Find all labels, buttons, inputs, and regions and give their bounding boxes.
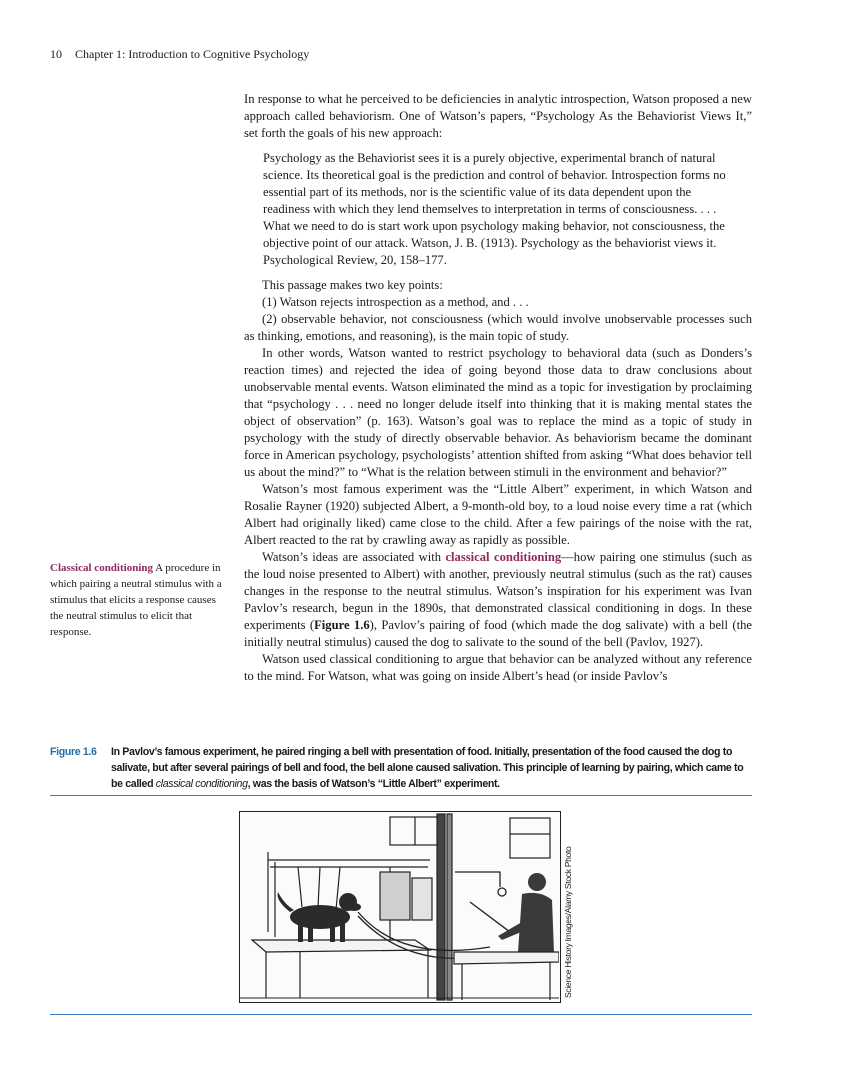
paragraph-2: This passage makes two key points: [262, 278, 443, 292]
p7-start: Watson’s ideas are associated with [262, 550, 446, 564]
caption-part-2: , was the basis of Watson’s “Little Albert” experiment. [247, 778, 500, 790]
caption-part-1: In Pavlov’s famous experiment, he paired ringing a bell with presentation of food. Initially, presentation of the food caused the dog to salivate, but after several pairings of bell and food, the bell alone caused salivation. This principle of learning by pairing, which came to be called [111, 746, 744, 790]
photo-credit: Science History Images/Alamy Stock Photo [563, 846, 573, 998]
figure-label: Figure 1.6 [50, 746, 97, 758]
quote-text: Psychology as the Behaviorist sees it is a purely objective, experimental branch of natural science. Its theoretical goal is the prediction and control of behavior. Introspection forms no essential part of its methods, nor is the scientific value of its data dependent upon the readiness with which they lend themselves to interpretation in terms of consciousness. . . . What we need to do is start work upon psychology making behavior, not consciousness, the objective point of our attack. Watson, J. B. (1913). Psychology as the behaviorist views it. Psychological Review, 20, 158–177. [263, 151, 726, 267]
pavlov-experiment-illustration [239, 811, 561, 1003]
paragraph-5: In other words, Watson wanted to restrict psychology to behavioral data (such as Donders’s reaction times) and rejected the idea of going beyond those data to draw conclusions about unobservable mental events. Watson eliminated the mind as a topic for investigation by proclaiming that “psychology . . . need no longer delude itself into thinking that it is making mental states the object of observation” (p. 163). Watson’s goal was to replace the mind as a topic of study in psychology with the study of directly observable behavior. As behaviorism became the dominant force in American psychology, psychologists’ attention shifted from asking “What does behavior tell us about the mind?” to “What is the relation between stimuli in the environment and behavior?” [244, 346, 752, 479]
marginal-term: Classical conditioning [50, 562, 153, 574]
caption-emphasis: classical conditioning [155, 778, 248, 790]
paragraph-1: In response to what he perceived to be deficiencies in analytic introspection, Watson proposed a new approach called behaviorism. One of Watson’s papers, “Psychology As the Behaviorist Views It,” set forth the goals of his new approach: [244, 92, 752, 140]
caption-text [111, 744, 752, 792]
page-number: 10 [50, 47, 62, 61]
paragraph-4: (2) observable behavior, not consciousness (which would involve unobservable processes such as thinking, emotions, and reasoning), is the main topic of study. [244, 312, 752, 343]
key-term-classical-conditioning: classical conditioning [445, 550, 562, 564]
figure-caption [50, 744, 752, 792]
main-text [244, 91, 752, 685]
paragraph-3: (1) Watson rejects introspection as a method, and . . . [262, 295, 529, 309]
paragraph-6: Watson’s most famous experiment was the “Little Albert” experiment, in which Watson and Rosalie Rayner (1920) subjected Albert, a 9-month-old boy, to a loud noise every time a rat (which Albert had originally liked) came close to the child. After a few pairings of the noise with the rat, Albert reacted to the rat by crawling away as rapidly as possible. [244, 482, 752, 547]
p7-middle: —how pairing one stimulus (such as the loud noise presented to Albert) with another, previously neutral stimulus (such as the rat) causes changes in the response to the neutral stimulus. Watson’s inspiration for his experiment was Ivan Pavlov’s research, begun in the 1890s, that demonstrated classical conditioning in dogs. In these experiments ( [244, 550, 752, 632]
pavlov-illustration-svg [240, 812, 559, 1001]
running-head [50, 47, 309, 62]
figure-top-rule [50, 795, 752, 796]
paragraph-8: Watson used classical conditioning to argue that behavior can be analyzed without any reference to the mind. For Watson, what was going on inside Albert’s head (or inside Pavlov’s [244, 652, 752, 683]
block-quote [263, 150, 732, 269]
chapter-title: Chapter 1: Introduction to Cognitive Psychology [75, 47, 310, 61]
marginal-definition-text: A procedure in which pairing a neutral stimulus with a stimulus that elicits a response causes the neutral stimulus to elicit that response. [50, 562, 222, 638]
paragraph-7 [244, 549, 752, 651]
marginal-definition [50, 560, 222, 640]
p7-end: ), Pavlov’s pairing of food (which made the dog salivate) with a bell (the initially neutral stimulus) caused the dog to salivate to the sound of the bell (Pavlov, 1927). [244, 618, 752, 649]
figure-bottom-rule [50, 1014, 752, 1015]
figure-reference[interactable]: Figure 1.6 [314, 618, 370, 632]
